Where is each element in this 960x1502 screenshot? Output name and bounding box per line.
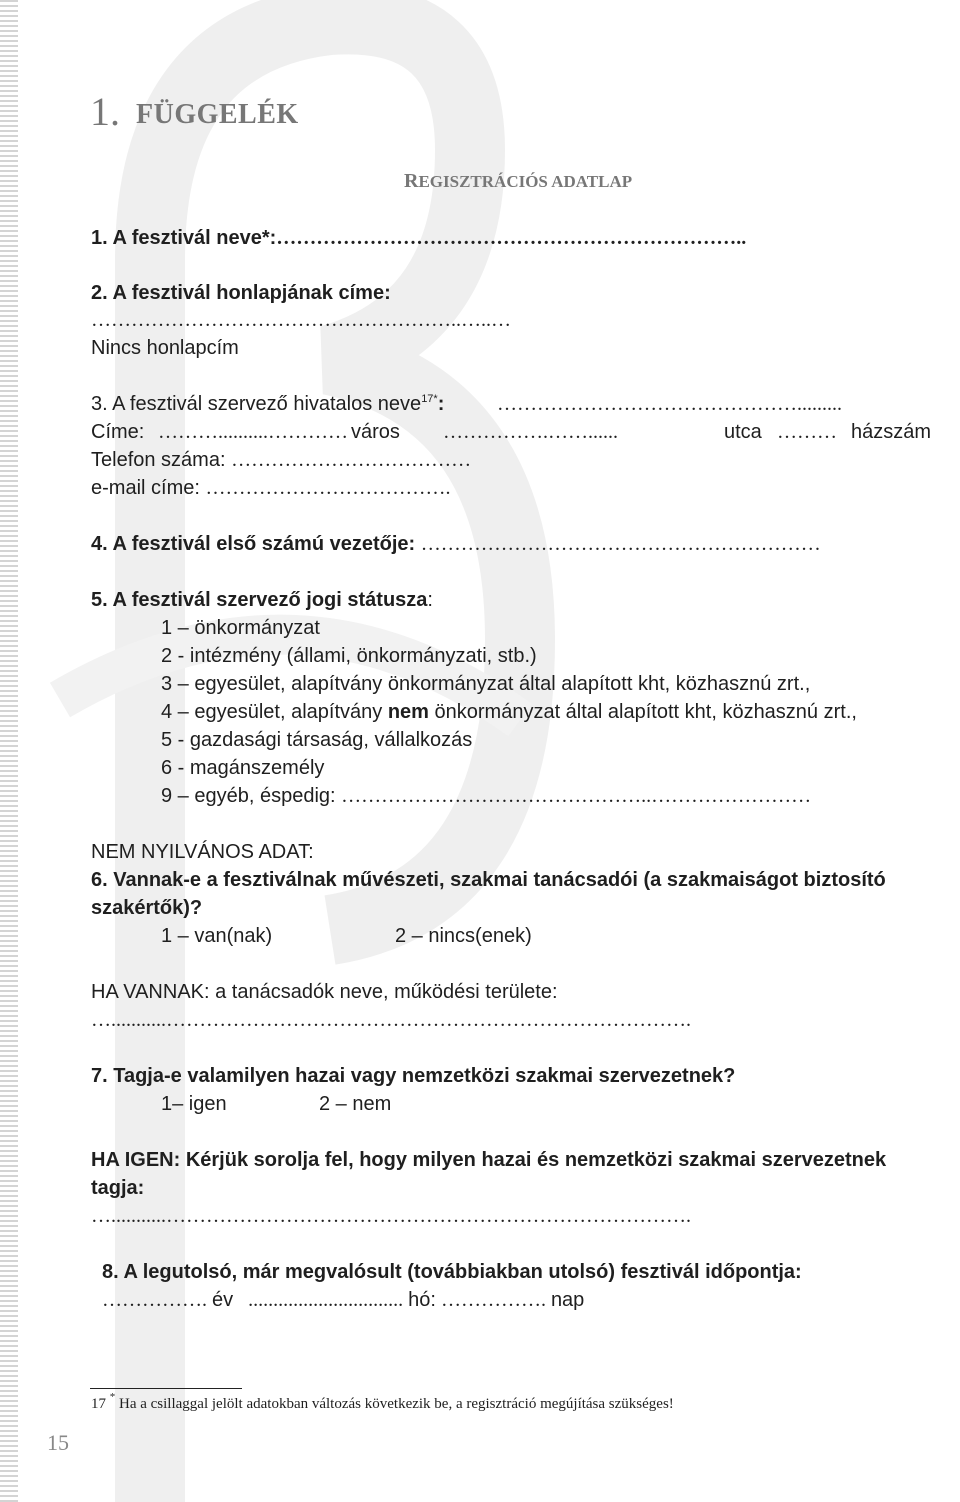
- q3-street-dots[interactable]: ………: [777, 421, 837, 443]
- footnote: [91, 1391, 674, 1413]
- q5-option-6[interactable]: 6 - magánszemély: [161, 757, 325, 779]
- q5-option-9[interactable]: [161, 785, 811, 808]
- q2-fill-dots[interactable]: ………………………………………………..…..…: [91, 309, 511, 331]
- q4-row: [91, 533, 821, 556]
- q6-fill-dots[interactable]: …...........…………………………………………………………………….: [91, 1009, 691, 1031]
- q7-if-yes-line1: HA IGEN: Kérjük sorolja fel, hogy milyen hazai és nemzetközi szakmai szervezetnek: [91, 1149, 887, 1171]
- q5-option-4-post: önkormányzat által alapított kht, közhasznú zrt.,: [428, 701, 857, 723]
- form-subtitle: [404, 170, 632, 193]
- q8-date-row: [102, 1289, 584, 1312]
- q5-option-2[interactable]: 2 - intézmény (állami, önkormányzati, stb.): [161, 645, 537, 667]
- q5-option-5[interactable]: 5 - gazdasági társaság, vállalkozás: [161, 729, 473, 751]
- q5-colon: :: [427, 589, 433, 611]
- q7-option-2[interactable]: 2 – nem: [319, 1093, 392, 1115]
- q7-if-yes-line2: tagja:: [91, 1177, 145, 1199]
- q5-option-9-dots[interactable]: ………………………………………..……………………: [341, 785, 812, 807]
- q6-label-line1: 6. Vannak-e a fesztiválnak művészeti, szakmai tanácsadói (a szakmaiságot biztosító: [91, 869, 886, 891]
- q5-option-1[interactable]: 1 – önkormányzat: [161, 617, 320, 639]
- q3-phone-dots[interactable]: ………………………………: [231, 449, 472, 471]
- q1-row: [91, 227, 746, 250]
- q3-address-dots[interactable]: ………..........…………: [158, 421, 348, 443]
- page-number: 15: [47, 1430, 69, 1455]
- q7-option-1[interactable]: 1– igen: [161, 1093, 227, 1115]
- chapter-number: 1.: [90, 89, 120, 134]
- q3-city-dots[interactable]: …………….……......: [443, 421, 618, 443]
- q1-fill-dots[interactable]: ……………………………………………………………..: [276, 227, 747, 249]
- q8-day-dots[interactable]: …………….: [440, 1289, 546, 1311]
- q3-house-label: házszám: [851, 421, 932, 443]
- q3-footnote-ref: 17*: [421, 393, 438, 405]
- q5-option-3[interactable]: 3 – egyesület, alapítvány önkormányzat által alapított kht, közhasznú zrt.,: [161, 673, 811, 695]
- chapter-title: FÜGGELÉK: [136, 99, 299, 130]
- q8-month-dots[interactable]: ...............................: [248, 1289, 404, 1311]
- q8-day-label: nap: [550, 1289, 585, 1311]
- q5-row: [91, 589, 433, 612]
- q3-phone-row: [91, 449, 471, 472]
- q2-no-site: Nincs honlapcím: [91, 337, 239, 359]
- q7-fill-dots[interactable]: …...........…………………………………………………………………….: [91, 1205, 691, 1227]
- q3-address-label: Címe:: [91, 421, 145, 443]
- q8-month-label: hó:: [408, 1289, 436, 1311]
- subtitle-rest: EGISZTRÁCIÓS ADATLAP: [418, 172, 633, 191]
- q5-option-4-emph: nem: [387, 701, 429, 723]
- q3-fill-dots[interactable]: ……………………………………….........: [497, 393, 842, 415]
- q5-label: 5. A fesztivál szervező jogi státusza: [91, 589, 428, 611]
- q1-label: 1. A fesztivál neve*:: [91, 227, 277, 249]
- footnote-number: 17: [91, 1396, 106, 1412]
- footnote-rule: [90, 1388, 242, 1389]
- q8-year-dots[interactable]: …………….: [102, 1289, 207, 1311]
- footnote-text: Ha a csillaggal jelölt adatokban változás következik be, a regisztráció megújítása szükséges!: [119, 1396, 674, 1412]
- subtitle-initial: R: [404, 170, 419, 192]
- q6-option-2[interactable]: 2 – nincs(enek): [395, 925, 532, 947]
- q8-label: 8. A legutolsó, már megvalósult (továbbiakban utolsó) fesztivál időpontja:: [102, 1261, 802, 1283]
- q2-label: 2. A fesztivál honlapjának címe:: [91, 282, 391, 304]
- q3-email-label: e-mail címe:: [91, 477, 200, 499]
- q6-option-1[interactable]: 1 – van(nak): [161, 925, 273, 947]
- q3-phone-label: Telefon száma:: [91, 449, 226, 471]
- q4-label: 4. A fesztivál első számú vezetője:: [91, 533, 416, 555]
- q3-email-row: [91, 477, 450, 500]
- q3-email-dots[interactable]: ……………………………….: [205, 477, 451, 499]
- q3-city-label: város: [351, 421, 400, 443]
- nonpublic-heading: NEM NYILVÁNOS ADAT:: [91, 841, 314, 863]
- q5-option-4[interactable]: [161, 701, 857, 724]
- q8-year-label: év: [212, 1289, 234, 1311]
- q3-row: [91, 393, 444, 416]
- q5-option-9-label: 9 – egyéb, éspedig:: [161, 785, 336, 807]
- q6-label-line2: szakértők)?: [91, 897, 203, 919]
- q3-colon: :: [437, 393, 445, 415]
- footnote-star: *: [109, 1391, 116, 1403]
- q7-label: 7. Tagja-e valamilyen hazai vagy nemzetközi szakmai szervezetnek?: [91, 1065, 736, 1087]
- q3-label: 3. A fesztivál szervező hivatalos neve: [91, 393, 422, 415]
- q4-fill-dots[interactable]: ……………………………………………………: [420, 533, 821, 555]
- q5-option-4-pre: 4 – egyesület, alapítvány: [161, 701, 388, 723]
- q6-if-yes-label: HA VANNAK: a tanácsadók neve, működési területe:: [91, 981, 558, 1003]
- q3-street-label: utca: [724, 421, 762, 443]
